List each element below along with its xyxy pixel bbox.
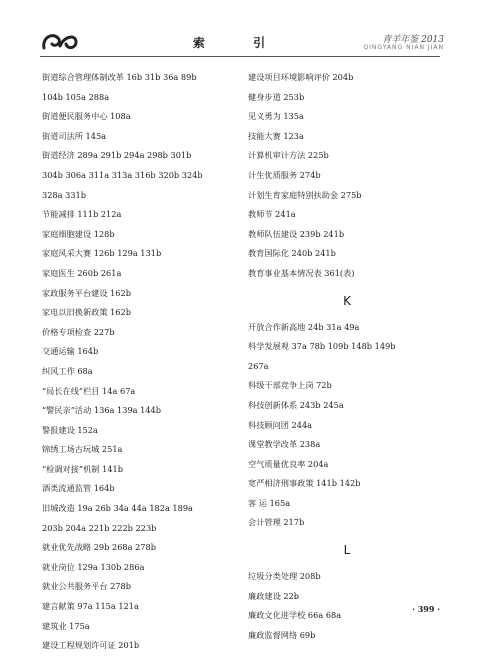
index-entry: 课堂教学改革 238a xyxy=(248,439,321,450)
index-entry: 家庭细胞建设 128b xyxy=(42,228,115,239)
index-entry: 267a xyxy=(248,360,269,371)
index-entry: 教师节 241a xyxy=(248,209,296,220)
index-entry: 纠风工作 68a xyxy=(42,365,93,376)
index-entry: 计算机审计方法 225b xyxy=(248,150,329,161)
page-title: 索 引 xyxy=(192,36,288,50)
index-entry: 家政服务平台建设 162b xyxy=(42,287,131,298)
header-rule xyxy=(40,56,440,57)
index-entry: 宽严相济刑事政策 141b 142b xyxy=(248,478,361,489)
index-entry: 见义勇为 135a xyxy=(248,111,304,122)
index-entry: 科学发展观 37a 78b 109b 148b 149b xyxy=(248,341,396,352)
index-entry: 街道司法所 145a xyxy=(42,130,107,141)
index-entry: 酒类流通监管 164b xyxy=(42,483,115,494)
index-entry: 街道经济 289a 291b 294a 298b 301b xyxy=(42,150,192,161)
index-entry: 教育事业基本情况表 361(表) xyxy=(248,267,355,278)
index-entry: 计生优质服务 274b xyxy=(248,169,321,180)
page-header xyxy=(0,0,480,62)
index-entry: 街道综合管理体制改革 16b 31b 36a 89b xyxy=(42,72,197,82)
section-letter-l: L xyxy=(343,543,351,558)
index-entry: 建设项目环境影响评价 204b xyxy=(248,72,354,82)
index-entry: 家电以旧换新政策 162b xyxy=(42,307,131,318)
index-column-right xyxy=(248,68,446,645)
index-entry: 技能大赛 123a xyxy=(248,130,304,141)
index-entry: 104b 105a 288a xyxy=(42,91,110,102)
index-entry: 空气质量优良率 204a xyxy=(248,458,329,469)
index-entry: 街道便民服务中心 108a xyxy=(42,111,131,122)
index-entry: 328a 331b xyxy=(42,189,86,200)
index-entry: 会计管理 217b xyxy=(248,517,305,528)
index-entry: 科技顾问团 244a xyxy=(248,419,313,430)
index-entry: “检调对接”机制 141b xyxy=(42,463,123,474)
index-entry: 203b 204a 221b 222b 223b xyxy=(42,522,157,533)
index-entry: 价格专项检查 227b xyxy=(42,326,115,337)
index-entry: 科技创新体系 243b 245a xyxy=(248,399,344,410)
index-entry: 就业优先战略 29b 268a 278b xyxy=(42,542,156,553)
index-entry: 就业岗位 129a 130b 286a xyxy=(42,561,145,572)
page-number: · 399 · xyxy=(412,604,440,614)
index-entry: 建言献策 97a 115a 121a xyxy=(42,601,139,612)
index-column-left xyxy=(42,68,240,656)
index-entry: “局长在线”栏目 14a 67a xyxy=(42,385,136,396)
index-entry: 教育国际化 240b 241b xyxy=(248,248,336,259)
index-entry: 科级干部竞争上岗 72b xyxy=(248,380,332,391)
yearbook-subtitle: QINGYANG NIAN JIAN xyxy=(363,44,444,51)
index-entry: 警报建设 152a xyxy=(42,424,98,435)
index-entry: 锦绣工场古玩城 251a xyxy=(42,444,123,455)
index-entry: 廉政文化进学校 66a 68a xyxy=(248,610,342,621)
index-entry: 廉政监督网络 69b xyxy=(248,629,316,640)
index-entry: 廉政建设 22b xyxy=(248,590,300,601)
index-entry: “警民亲”活动 136a 139a 144b xyxy=(42,405,162,416)
index-entry: 开放合作新高地 24b 31a 49a xyxy=(248,321,360,332)
index-entry: 节能减排 111b 212a xyxy=(42,209,122,220)
index-entry: 建筑业 175a xyxy=(42,620,90,631)
index-entry: 旧城改造 19a 26b 34a 44a 182a 189a xyxy=(42,503,193,514)
index-entry: 家庭医生 260b 261a xyxy=(42,267,122,278)
index-entry: 教师队伍建设 239b 241b xyxy=(248,228,345,239)
index-entry: 交通运输 164b xyxy=(42,346,99,357)
index-entry: 就业公共服务平台 278b xyxy=(42,581,131,592)
index-entry: 计划生育家庭特别扶助金 275b xyxy=(248,189,362,200)
yearbook-title: 青羊年鉴 2013 xyxy=(382,35,444,45)
index-entry: 304b 306a 311a 313a 316b 320b 324b xyxy=(42,169,203,180)
section-letter-k: K xyxy=(343,293,351,308)
index-entry: 垃圾分类处理 208b xyxy=(248,571,321,582)
index-entry: 健身步道 253b xyxy=(248,91,305,102)
index-entry: 客 运 165a xyxy=(248,497,291,508)
index-entry: 建设工程规划许可证 201b xyxy=(42,640,140,651)
index-entry: 家庭风采大赛 126b 129a 131b xyxy=(42,248,162,259)
